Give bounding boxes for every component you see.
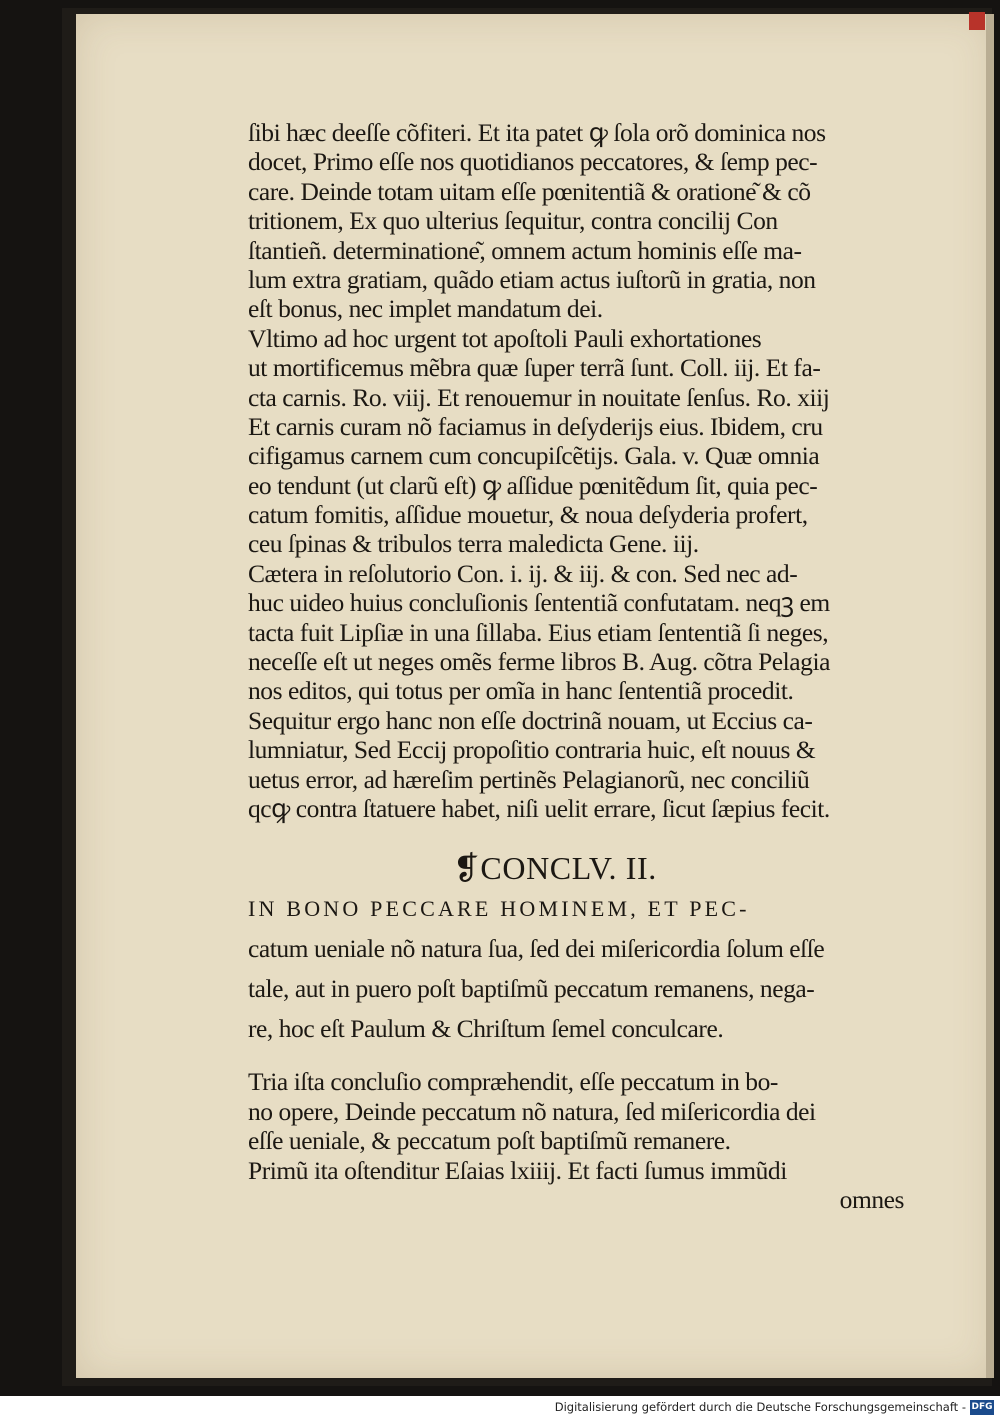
text-line: cta carnis. Ro. viij. Et renouemur in nouitate ſenſus. Ro. xiij (248, 382, 830, 412)
text-line: tritionem, Ex quo ulterius ſequitur, contra concilij Con (248, 206, 778, 236)
conclusion-line: re, hoc eſt Paulum & Chriſtum ſemel conculcare. (248, 1014, 724, 1044)
text-line: uetus error, ad hæreſim pertinẽs Pelagianorũ, nec conciliũ (248, 764, 810, 794)
page-text-block (248, 118, 920, 1214)
text-line: neceſſe eſt ut neges omẽs ferme libros B. Aug. cõtra Pelagia (248, 647, 830, 677)
text-line: ut mortificemus mẽbra quæ ſuper terrã ſunt. Coll. iij. Et fa- (248, 353, 821, 383)
conclusion-line: tale, aut in puero poſt baptiſmũ peccatum remanens, nega- (248, 974, 815, 1004)
text-line: lumniatur, Sed Eccij propoſitio contraria huic, eſt nouus & (248, 735, 816, 765)
text-line: Vltimo ad hoc urgent tot apoſtoli Pauli exhortationes (248, 323, 762, 353)
text-line: ceu ſpinas & tribulos terra maledicta Gene. iij. (248, 529, 699, 559)
text-line: tacta fuit Lipſiæ in una ſillaba. Eius etiam ſententiã ſi neges, (248, 617, 829, 647)
text-line: qcꝙ contra ſtatuere habet, niſi uelit errare, ſicut ſæpius fecit. (248, 793, 830, 823)
spacer (248, 1049, 920, 1067)
text-line: huc uideo huius concluſionis ſententiã confutatam. neqꝫ em (248, 588, 830, 618)
text-line: Tria iſta concluſio compræhendit, eſſe peccatum in bo- (248, 1067, 778, 1097)
text-line: cifigamus carnem cum concupiſcẽtijs. Gala. v. Quæ omnia (248, 441, 820, 471)
text-line: eſt bonus, nec implet mandatum dei. (248, 294, 603, 324)
text-line: nos editos, qui totus per omĩa in hanc ſententiã procedit. (248, 676, 794, 706)
text-line: lum extra gratiam, quãdo etiam actus iuſtorũ in gratia, non (248, 264, 816, 294)
catchword: omnes (839, 1184, 904, 1214)
text-line: ſtantieñ. determinatione͂, omnem actum hominis eſſe ma- (248, 235, 802, 265)
text-line: care. Deinde totam uitam eſſe pœnitentiã & oratione͂ & cõ (248, 176, 811, 206)
text-line: eo tendunt (ut clarũ eſt) ꝙ aſſidue pœnitẽdum ſit, quia pec- (248, 470, 818, 500)
text-line: docet, Primo eſſe nos quotidianos peccatores, & ſemp pec- (248, 147, 818, 177)
text-line: Primũ ita oſtenditur Eſaias lxiiij. Et facti ſumus immũdi (248, 1155, 787, 1185)
conclusion-caps-line: IN BONO PECCARE HOMINEM, ET PEC- (248, 896, 750, 922)
text-line: catum fomitis, aſſidue mouetur, & noua deſyderia profert, (248, 500, 808, 530)
dfg-logo-icon: DFG (970, 1400, 994, 1415)
text-line: no opere, Deinde peccatum nõ natura, ſed miſericordia dei (248, 1096, 816, 1126)
text-line: Sequitur ergo hanc non eſſe doctrinã nouam, ut Eccius ca- (248, 705, 813, 735)
text-line: Cætera in reſolutorio Con. i. ij. & iij. & con. Sed nec ad- (248, 558, 798, 588)
red-bookmark-marker (969, 12, 985, 30)
conclusion-line: catum ueniale nõ natura ſua, ſed dei miſericordia ſolum eſſe (248, 934, 825, 964)
spacer (248, 823, 920, 847)
text-line: ſibi hæc deeſſe cõfiteri. Et ita patet ꝙ ſola orõ dominica nos (248, 118, 826, 147)
section-heading: ❡CONCLV. II. (453, 850, 657, 887)
footer-bar (0, 1397, 1000, 1419)
funding-notice: Digitalisierung gefördert durch die Deutsche Forschungsgemeinschaft - (554, 1400, 966, 1414)
page-right-edge (986, 14, 994, 1378)
text-line: Et carnis curam nõ faciamus in deſyderijs eius. Ibidem, cru (248, 411, 823, 441)
text-line: eſſe ueniale, & peccatum poſt baptiſmũ remanere. (248, 1126, 731, 1156)
